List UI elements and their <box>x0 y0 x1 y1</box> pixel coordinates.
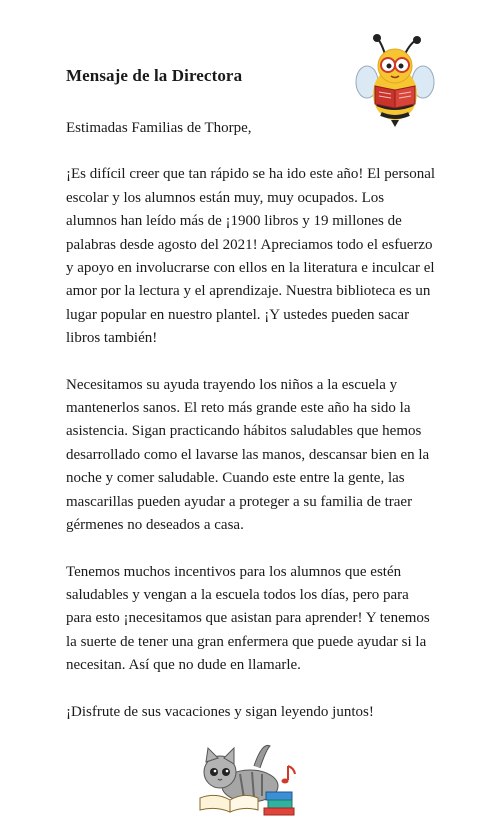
letter-title: Mensaje de la Directora <box>66 66 243 85</box>
letter-paragraph: Tenemos muchos incentivos para los alumnos que estén saludables y vengan a la escuela todos los días, pero para para esto ¡necesitamos que asistan para aprender! Y tenemos la suerte de tener una gran enfermera que puede ayudar si la necesitan. Así que no dude en llamarle. <box>66 563 430 674</box>
bee-reading-book-icon <box>355 32 435 127</box>
letter-body <box>66 117 438 747</box>
letter-paragraph: Necesitamos su ayuda trayendo los niños a la escuela y mantenerlos sanos. El reto más grande este año ha sido la asistencia. Sigan practicando hábitos saludables que hemos desarrollado como el lavarse las manos, descansar bien en la noche y comer saludable. Cuando este entre la gente, las mascarillas pueden ayudar a proteger a su familia de traer gérmenes no deseados a casa. <box>66 376 430 534</box>
letter-greeting: Estimadas Familias de Thorpe, <box>66 120 252 136</box>
letter-paragraph: ¡Es difícil creer que tan rápido se ha ido este año! El personal escolar y los alumnos están muy, muy ocupados. Los alumnos han leído más de ¡1900 libros y 19 millones de palabras desde agosto del 2021! Apreciamos todo el esfuerzo y apoyo en involucrarse con ellos en la literatura e inculcar el amor por la lectura y el aprendizaje. Nuestra biblioteca es un lugar popular en nuestro plantel. ¡Y ustedes pueden sacar libros también! <box>66 166 436 347</box>
letter-closing: ¡Disfrute de sus vacaciones y sigan leyendo juntos! <box>66 703 374 720</box>
cat-reading-book-icon <box>196 736 301 816</box>
